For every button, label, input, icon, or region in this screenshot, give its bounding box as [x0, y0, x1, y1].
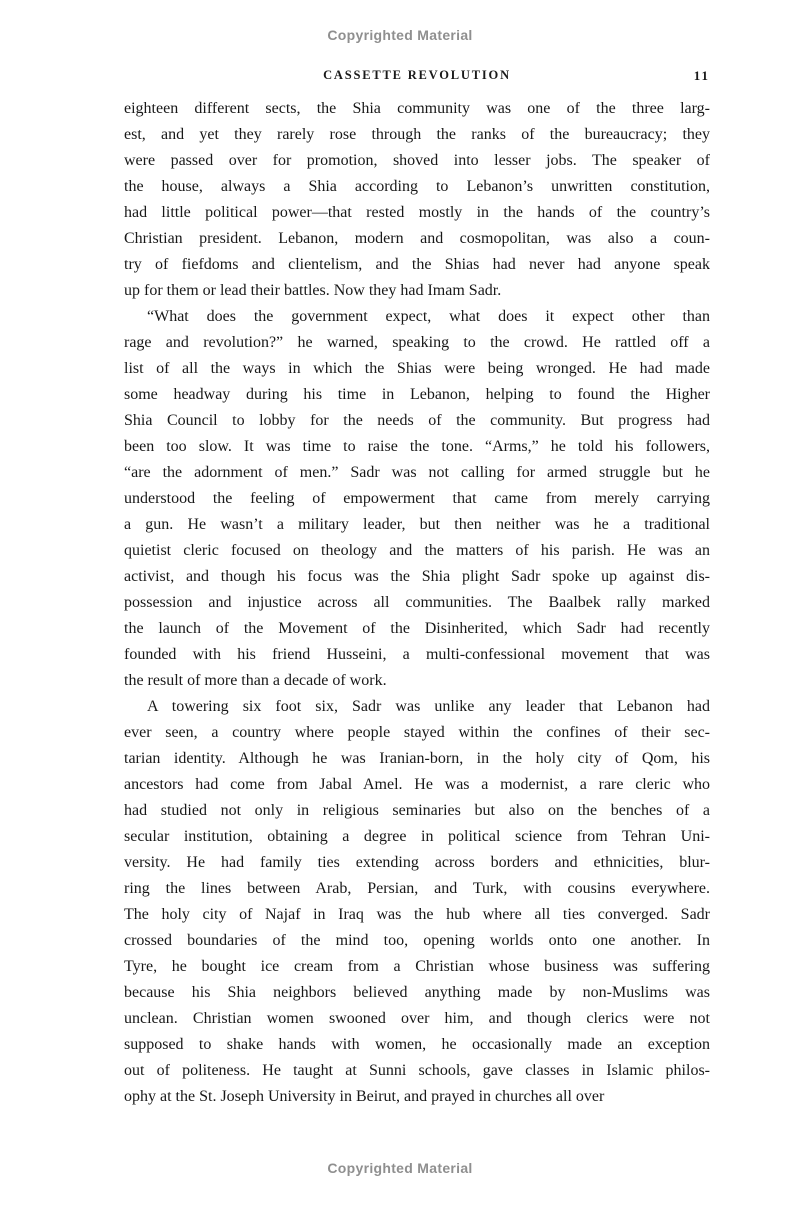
text-line: Shia Council to lobby for the needs of the community. But progress had [124, 412, 710, 429]
text-line: had studied not only in religious seminaries but also on the benches of a [124, 802, 710, 819]
text-line: a gun. He wasn’t a military leader, but then neither was he a traditional [124, 516, 710, 533]
copyright-notice-bottom: Copyrighted Material [327, 1160, 473, 1176]
text-line: The holy city of Najaf in Iraq was the hub where all ties converged. Sadr [124, 906, 710, 923]
text-line: est, and yet they rarely rose through the ranks of the bureaucracy; they [124, 126, 710, 143]
text-line: the result of more than a decade of work. [124, 672, 387, 689]
text-line: eighteen different sects, the Shia community was one of the three larg- [124, 100, 710, 117]
text-line: ancestors had come from Jabal Amel. He was a modernist, a rare cleric who [124, 776, 710, 793]
text-line: had little political power—that rested mostly in the hands of the country’s [124, 204, 710, 221]
text-line: A towering six foot six, Sadr was unlike any leader that Lebanon had [147, 698, 710, 715]
text-line: were passed over for promotion, shoved into lesser jobs. The speaker of [124, 152, 710, 169]
text-line: supposed to shake hands with women, he occasionally made an exception [124, 1036, 710, 1053]
text-line: try of fiefdoms and clientelism, and the Shias had never had anyone speak [124, 256, 710, 273]
text-line: Tyre, he bought ice cream from a Christian whose business was suffering [124, 958, 710, 975]
text-line: rage and revolution?” he warned, speaking to the crowd. He rattled off a [124, 334, 710, 351]
text-line: ophy at the St. Joseph University in Beirut, and prayed in churches all over [124, 1088, 605, 1105]
page-number: 11 [693, 68, 710, 83]
text-line: out of politeness. He taught at Sunni schools, gave classes in Islamic philos- [124, 1062, 710, 1079]
text-line: secular institution, obtaining a degree in political science from Tehran Uni- [124, 828, 710, 845]
text-line: the launch of the Movement of the Disinherited, which Sadr had recently [124, 620, 710, 637]
text-line: some headway during his time in Lebanon, helping to found the Higher [124, 386, 710, 403]
text-line: been too slow. It was time to raise the tone. “Arms,” he told his followers, [124, 438, 710, 455]
text-line: understood the feeling of empowerment that came from merely carrying [124, 490, 710, 507]
text-line: activist, and though his focus was the Shia plight Sadr spoke up against dis- [124, 568, 710, 585]
text-line: list of all the ways in which the Shias were being wronged. He had made [124, 360, 710, 377]
text-line: because his Shia neighbors believed anything made by non-Muslims was [124, 984, 710, 1001]
text-line: unclean. Christian women swooned over him, and though clerics were not [124, 1010, 710, 1027]
chapter-title: CASSETTE REVOLUTION [323, 68, 511, 82]
text-line: up for them or lead their battles. Now they had Imam Sadr. [124, 282, 502, 299]
text-line: possession and injustice across all communities. The Baalbek rally marked [124, 594, 710, 611]
text-line: versity. He had family ties extending across borders and ethnicities, blur- [124, 854, 710, 871]
text-line: Christian president. Lebanon, modern and cosmopolitan, was also a coun- [124, 230, 710, 247]
text-line: crossed boundaries of the mind too, opening worlds onto one another. In [124, 932, 710, 949]
page-body [124, 96, 710, 1110]
text-line: “are the adornment of men.” Sadr was not calling for armed struggle but he [124, 464, 710, 481]
text-line: “What does the government expect, what does it expect other than [147, 308, 710, 325]
text-line: tarian identity. Although he was Iranian-born, in the holy city of Qom, his [124, 750, 710, 767]
text-line: founded with his friend Husseini, a multi-confessional movement that was [124, 646, 710, 663]
text-line: ever seen, a country where people stayed within the confines of their sec- [124, 724, 710, 741]
text-line: ring the lines between Arab, Persian, and Turk, with cousins everywhere. [124, 880, 710, 897]
running-head [124, 68, 710, 86]
copyright-notice-top: Copyrighted Material [327, 27, 473, 43]
text-line: the house, always a Shia according to Lebanon’s unwritten constitution, [124, 178, 710, 195]
text-line: quietist cleric focused on theology and the matters of his parish. He was an [124, 542, 710, 559]
